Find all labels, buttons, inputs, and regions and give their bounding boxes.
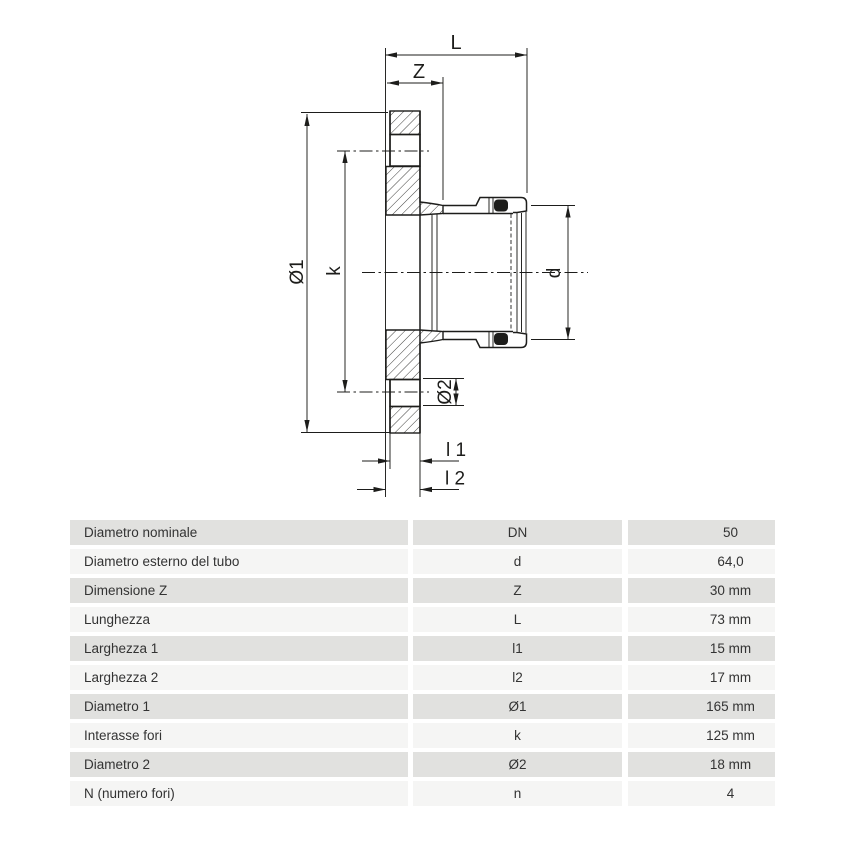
spec-value: 165 mm [628,694,775,719]
table-row [70,694,775,719]
bolt-hole-bottom [390,380,420,407]
spec-name: Diametro esterno del tubo [70,549,408,574]
label-L: L [450,32,462,54]
dimension-l2 [357,469,465,493]
flange-hub-bottom [386,330,443,380]
spec-value: 15 mm [628,636,775,661]
table-row [70,665,775,690]
flange-hub-top [386,167,443,216]
spec-table [70,520,775,810]
spec-name: Diametro nominale [70,520,408,545]
dimension-k [324,151,348,392]
spec-name: Larghezza 2 [70,665,408,690]
bolt-hole-top [390,135,420,167]
spec-symbol: L [413,607,622,632]
spec-symbol: Ø2 [413,752,622,777]
flange-bottom-rim [390,407,420,434]
spec-symbol: k [413,723,622,748]
spec-name: Interasse fori [70,723,408,748]
label-k: k [324,266,345,276]
spec-symbol: DN [413,520,622,545]
spec-name: Lunghezza [70,607,408,632]
spec-value: 4 [628,781,775,806]
spec-value: 125 mm [628,723,775,748]
table-row [70,723,775,748]
spec-symbol: Ø1 [413,694,622,719]
spec-name: Diametro 2 [70,752,408,777]
spec-symbol: l1 [413,636,622,661]
spec-symbol: Z [413,578,622,603]
label-l1: l 1 [445,440,467,461]
table-row [70,520,775,545]
spec-value: 17 mm [628,665,775,690]
seal-ring-top [494,200,508,212]
label-dia2: Ø2 [435,379,456,405]
spec-name: Diametro 1 [70,694,408,719]
label-d: d [544,267,565,279]
spec-value: 18 mm [628,752,775,777]
spec-value: 50 [628,520,775,545]
spec-symbol: l2 [413,665,622,690]
spec-value: 64,0 [628,549,775,574]
spec-name: N (numero fori) [70,781,408,806]
seal-ring-bottom [494,333,508,345]
spec-name: Dimensione Z [70,578,408,603]
spec-value: 73 mm [628,607,775,632]
table-row [70,607,775,632]
table-row [70,578,775,603]
dimension-dia2 [423,379,464,406]
spec-name: Larghezza 1 [70,636,408,661]
table-row [70,752,775,777]
spec-symbol: n [413,781,622,806]
label-Z: Z [412,61,426,83]
label-l2: l 2 [444,468,466,490]
spec-symbol: d [413,549,622,574]
flange-top-rim [390,111,420,135]
table-row [70,781,775,806]
table-row [70,636,775,661]
spec-value: 30 mm [628,578,775,603]
label-dia1: Ø1 [287,259,308,285]
table-row [70,549,775,574]
